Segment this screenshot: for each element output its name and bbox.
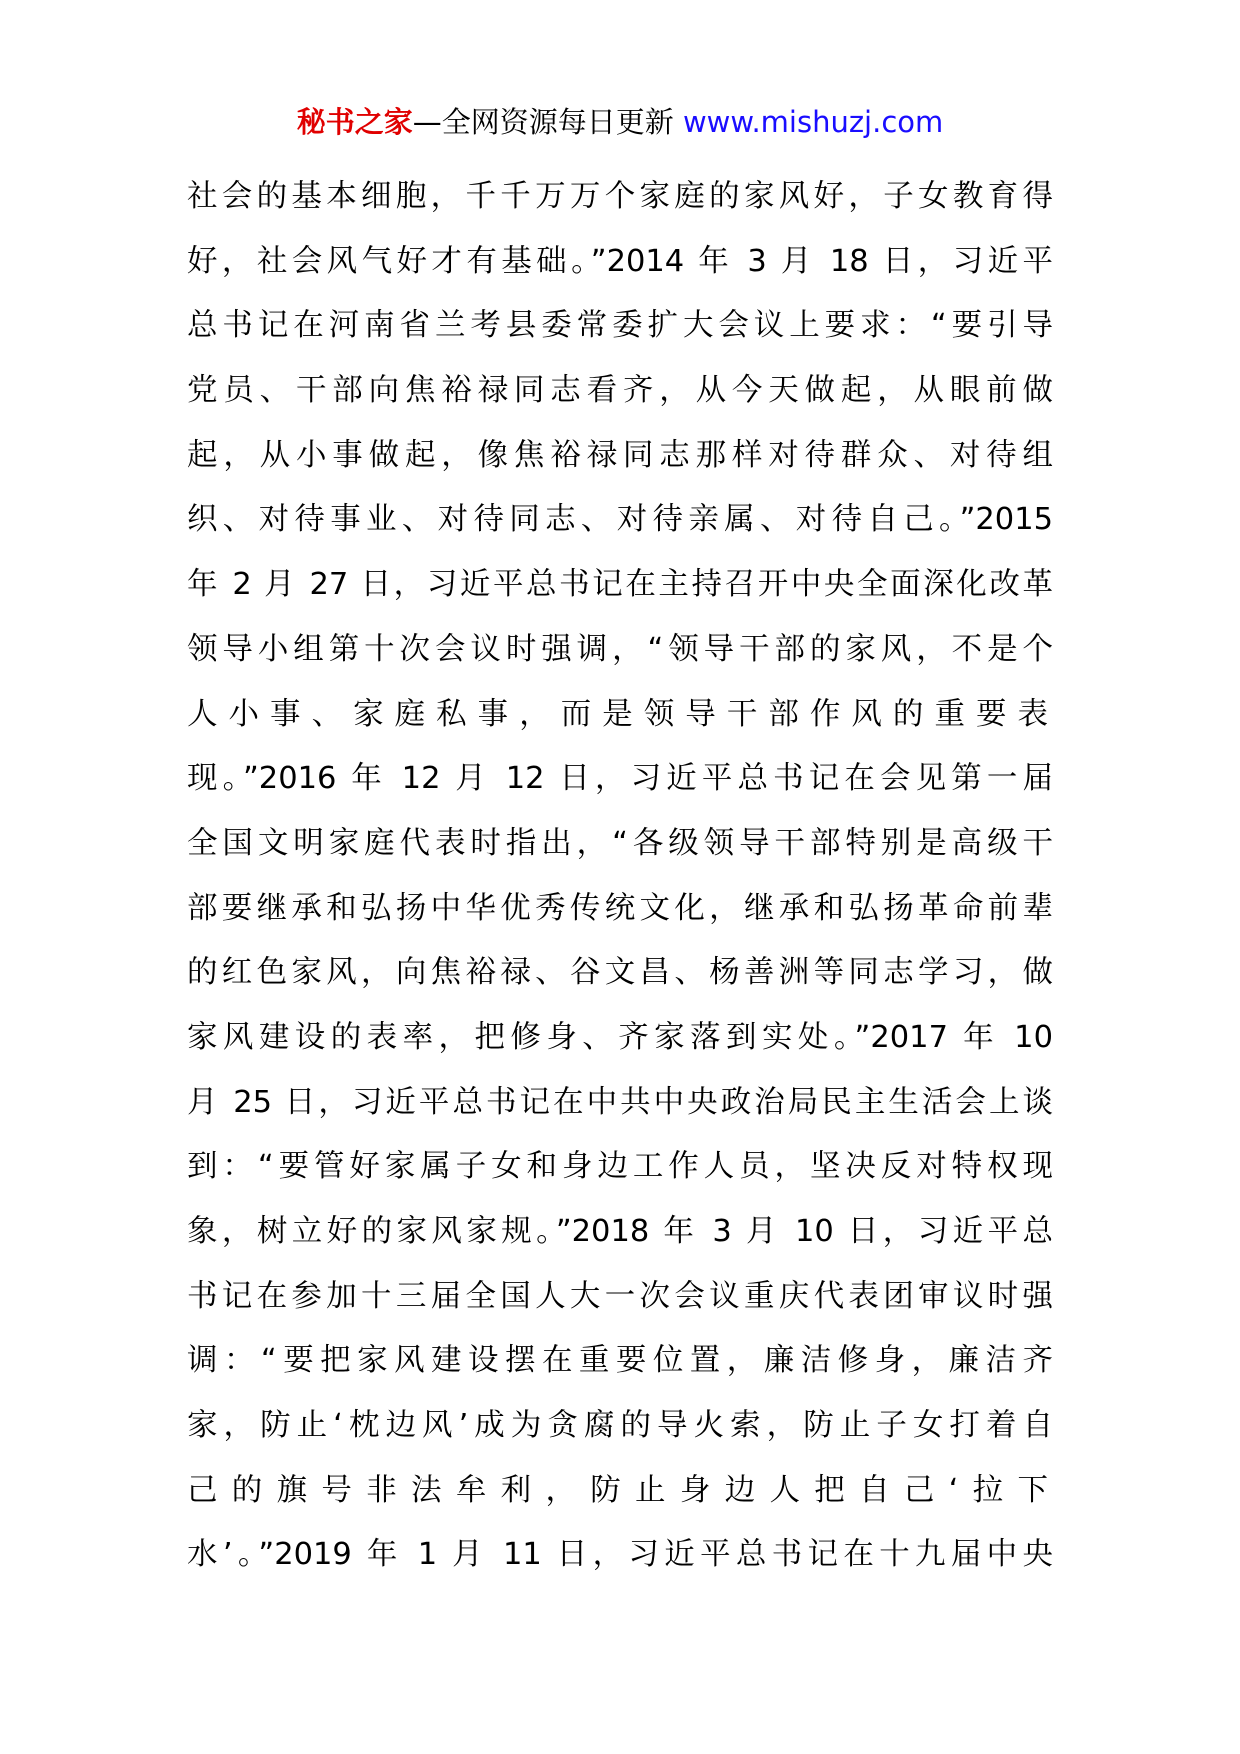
- text-line: 全国文明家庭代表时指出，“各级领导干部特别是高级干: [187, 825, 1053, 861]
- text-line: 的红色家风，向焦裕禄、谷文昌、杨善洲等同志学习，做: [187, 955, 1053, 991]
- text-line: 织、对待事业、对待同志、对待亲属、对待自己。”2015: [187, 502, 1053, 538]
- text-line: 月 25 日，习近平总书记在中共中央政治局民主生活会上谈: [187, 1084, 1053, 1120]
- text-line: 书记在参加十三届全国人大一次会议重庆代表团审议时强: [187, 1278, 1053, 1314]
- text-line: 己的旗号非法牟利，防止身边人把自己‘拉下: [187, 1472, 1053, 1508]
- page-header: [0, 102, 1240, 142]
- header-slogan: —全网资源每日更新: [412, 105, 683, 139]
- text-line: 到：“要管好家属子女和身边工作人员，坚决反对特权现: [187, 1149, 1053, 1185]
- text-line: 调：“要把家风建设摆在重要位置，廉洁修身，廉洁齐: [187, 1343, 1053, 1379]
- text-line: 家风建设的表率，把修身、齐家落到实处。”2017 年 10: [187, 1019, 1053, 1055]
- text-line: 现。”2016 年 12 月 12 日，习近平总书记在会见第一届: [187, 761, 1053, 797]
- text-line: 党员、干部向焦裕禄同志看齐，从今天做起，从眼前做: [187, 373, 1053, 409]
- text-line: 部要继承和弘扬中华优秀传统文化，继承和弘扬革命前辈: [187, 890, 1053, 926]
- text-line: 象，树立好的家风家规。”2018 年 3 月 10 日，习近平总: [187, 1214, 1053, 1249]
- text-line: 家，防止‘枕边风’成为贪腐的导火索，防止子女打着自: [187, 1408, 1053, 1444]
- text-line: 起，从小事做起，像焦裕禄同志那样对待群众、对待组: [187, 437, 1053, 473]
- text-line: 年 2 月 27 日，习近平总书记在主持召开中央全面深化改革: [187, 567, 1053, 603]
- body-text: [187, 165, 1053, 1588]
- text-line: 领导小组第十次会议时强调，“领导干部的家风，不是个: [187, 631, 1053, 667]
- text-line: 好，社会风气好才有基础。”2014 年 3 月 18 日，习近平: [187, 243, 1053, 279]
- website-link[interactable]: www.mishuzj.com: [682, 105, 944, 139]
- text-line: 水’。”2019 年 1 月 11 日，习近平总书记在十九届中央: [187, 1537, 1053, 1573]
- text-line: 总书记在河南省兰考县委常委扩大会议上要求：“要引导: [187, 308, 1053, 344]
- brand-name: 秘书之家: [296, 105, 413, 139]
- text-line: 人小事、家庭私事，而是领导干部作风的重要表: [187, 696, 1053, 732]
- text-line: 社会的基本细胞，千千万万个家庭的家风好，子女教育得: [187, 179, 1053, 214]
